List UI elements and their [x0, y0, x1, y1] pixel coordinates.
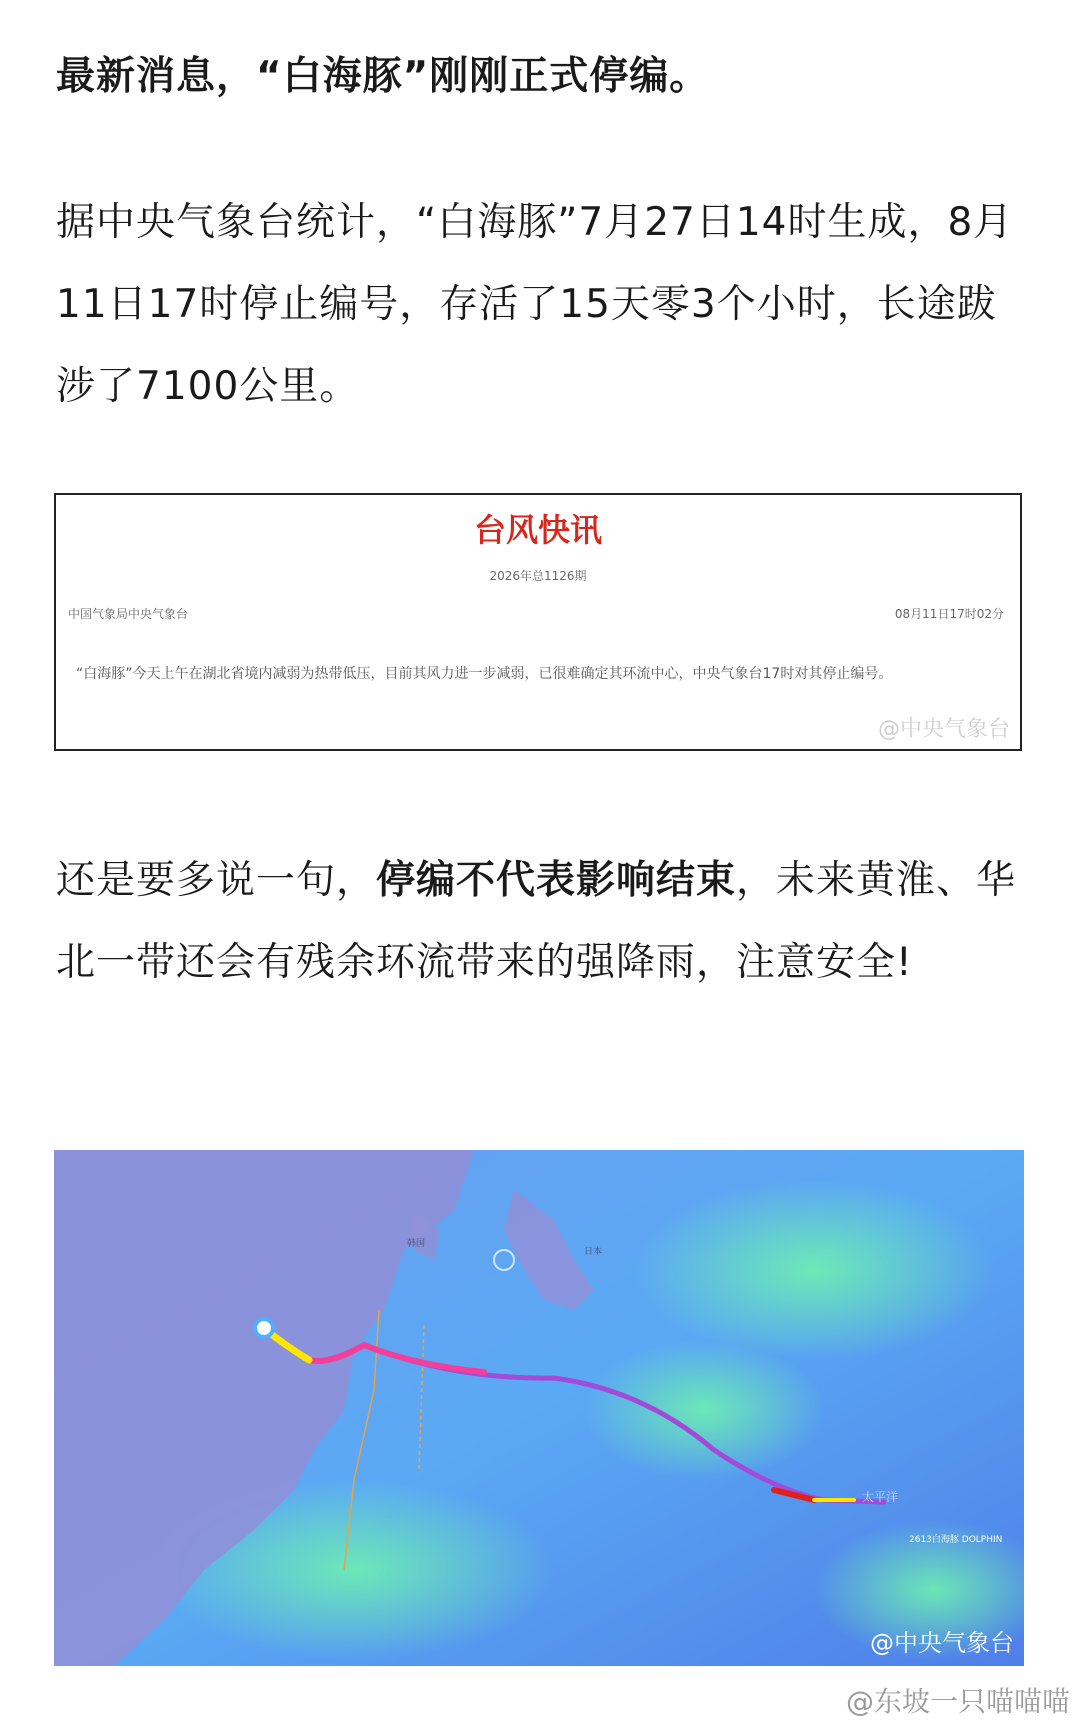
ocean-label: 太平洋 [862, 1490, 899, 1504]
storm-current-marker [255, 1319, 273, 1337]
notice-time: 08月11日17时02分 [894, 607, 1004, 621]
stats-paragraph: 据中央气象台统计，“白海豚”7月27日14时生成，8月11日17时停止编号，存活了15天零3个小时，长途跋涉了7100公里。 [56, 200, 1014, 409]
notice-watermark: @中央气象台 [877, 717, 1010, 742]
warning-paragraph [56, 840, 1026, 1004]
notice-title: 台风快讯 [473, 511, 602, 549]
warning-lead: 还是要多说一句， [56, 858, 377, 903]
weibo-handle[interactable]: @东坡一只喵喵喵 [845, 1685, 1070, 1718]
storm-label: 2613白海豚 DOLPHIN [909, 1535, 1003, 1545]
typhoon-notice-card [54, 493, 1022, 751]
warning-emphasis: 停编不代表影响结束 [376, 858, 737, 903]
korea-label: 韩国 [407, 1239, 426, 1249]
notice-body: “白海豚”今天上午在湖北省境内减弱为热带低压，目前其风力进一步减弱，已很难确定其环流中心，中央气象台17时对其停止编号。 [76, 666, 893, 682]
headline-paragraph: 最新消息，“白海豚”刚刚正式停编。 [56, 54, 710, 99]
map-watermark: @中央气象台 [870, 1629, 1014, 1657]
map-graphic [54, 1150, 1024, 1666]
typhoon-track-map [54, 1150, 1024, 1666]
notice-issue: 2026年总1126期 [489, 569, 587, 583]
wind-swirl [584, 1340, 824, 1480]
warning-rest: ，未来黄淮、华北一带还会有残余环流带来的强降雨，注意安全! [56, 858, 1017, 985]
japan-label: 日本 [584, 1247, 603, 1257]
wind-swirl [634, 1180, 994, 1360]
notice-org: 中国气象局中央气象台 [68, 607, 189, 621]
